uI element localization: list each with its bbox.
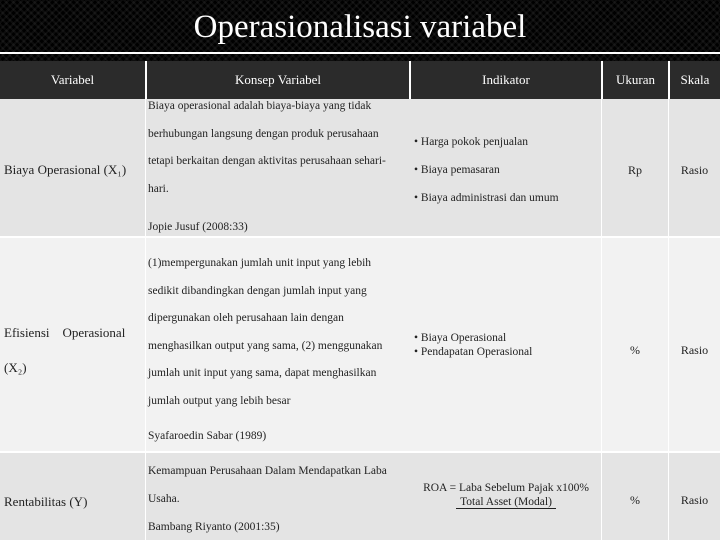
row2-variabel-line1: Efisiensi Operasional bbox=[4, 325, 126, 340]
title-underline bbox=[0, 52, 720, 54]
row2-ukuran: % bbox=[630, 343, 640, 357]
konsep-line: Usaha. bbox=[148, 493, 180, 505]
roa-numerator: ROA = Laba Sebelum Pajak x100% bbox=[423, 482, 589, 494]
konsep-line: berhubungan langsung dengan produk perusahaan bbox=[148, 127, 379, 140]
row1-indikator-1: • Harga pokok penjualan bbox=[414, 136, 528, 148]
header-ukuran: Ukuran bbox=[603, 61, 668, 99]
row1-indikator-3: • Biaya administrasi dan umum bbox=[414, 192, 559, 204]
row3-variabel: Rentabilitas (Y) bbox=[4, 494, 88, 509]
row3-sumber: Bambang Riyanto (2001:35) bbox=[148, 521, 280, 533]
row2-variabel-line2: (X₂) bbox=[4, 360, 27, 375]
konsep-line: hari. bbox=[148, 182, 169, 195]
konsep-line: Kemampuan Perusahaan Dalam Mendapatkan Laba bbox=[148, 465, 387, 477]
row1-variabel: Biaya Operasional (X₁) bbox=[4, 162, 127, 177]
roa-denominator: Total Asset (Modal) bbox=[456, 496, 556, 509]
row1-konsep bbox=[148, 93, 403, 203]
row2-sumber: Syafaroedin Sabar (1989) bbox=[148, 430, 267, 442]
row2-konsep bbox=[148, 250, 403, 415]
konsep-line: menghasilkan output yang sama, (2) menggunakan bbox=[148, 339, 383, 352]
row2-indikator-1: • Biaya Operasional bbox=[414, 332, 507, 344]
konsep-line: jumlah output yang lebih besar bbox=[148, 394, 291, 407]
header-variabel: Variabel bbox=[0, 61, 145, 99]
row2-indikator-2: • Pendapatan Operasional bbox=[414, 346, 533, 358]
row-divider bbox=[0, 451, 720, 453]
row3-konsep bbox=[148, 457, 403, 513]
row3-ukuran: % bbox=[630, 493, 640, 507]
column-divider bbox=[145, 99, 146, 540]
header-konsep: Konsep Variabel bbox=[147, 61, 409, 99]
header-skala: Skala bbox=[670, 61, 720, 99]
row1-sumber: Jopie Jusuf (2008:33) bbox=[148, 221, 248, 233]
title-bar bbox=[0, 0, 720, 61]
row1-skala: Rasio bbox=[680, 163, 709, 177]
slide-title: Operasionalisasi variabel bbox=[193, 9, 527, 45]
konsep-line: (1)mempergunakan jumlah unit input yang lebih bbox=[148, 257, 372, 269]
row-divider bbox=[0, 236, 720, 238]
row1-ukuran: Rp bbox=[627, 163, 642, 177]
konsep-line: dipergunakan oleh perusahaan lain dengan bbox=[148, 312, 344, 324]
row2-skala: Rasio bbox=[680, 343, 709, 357]
konsep-line: tetapi berkaitan dengan aktivitas perusahaan sehari- bbox=[148, 155, 386, 167]
row3-skala: Rasio bbox=[680, 493, 709, 507]
konsep-line: jumlah unit input yang sama, dapat menghasilkan bbox=[148, 367, 377, 379]
konsep-line: Biaya operasional adalah biaya-biaya yang tidak bbox=[148, 100, 372, 112]
konsep-line: sedikit dibandingkan dengan jumlah input yang bbox=[148, 284, 367, 297]
row1-indikator-2: • Biaya pemasaran bbox=[414, 164, 500, 176]
header-indikator: Indikator bbox=[411, 61, 601, 99]
row3-roa-formula bbox=[411, 482, 601, 509]
